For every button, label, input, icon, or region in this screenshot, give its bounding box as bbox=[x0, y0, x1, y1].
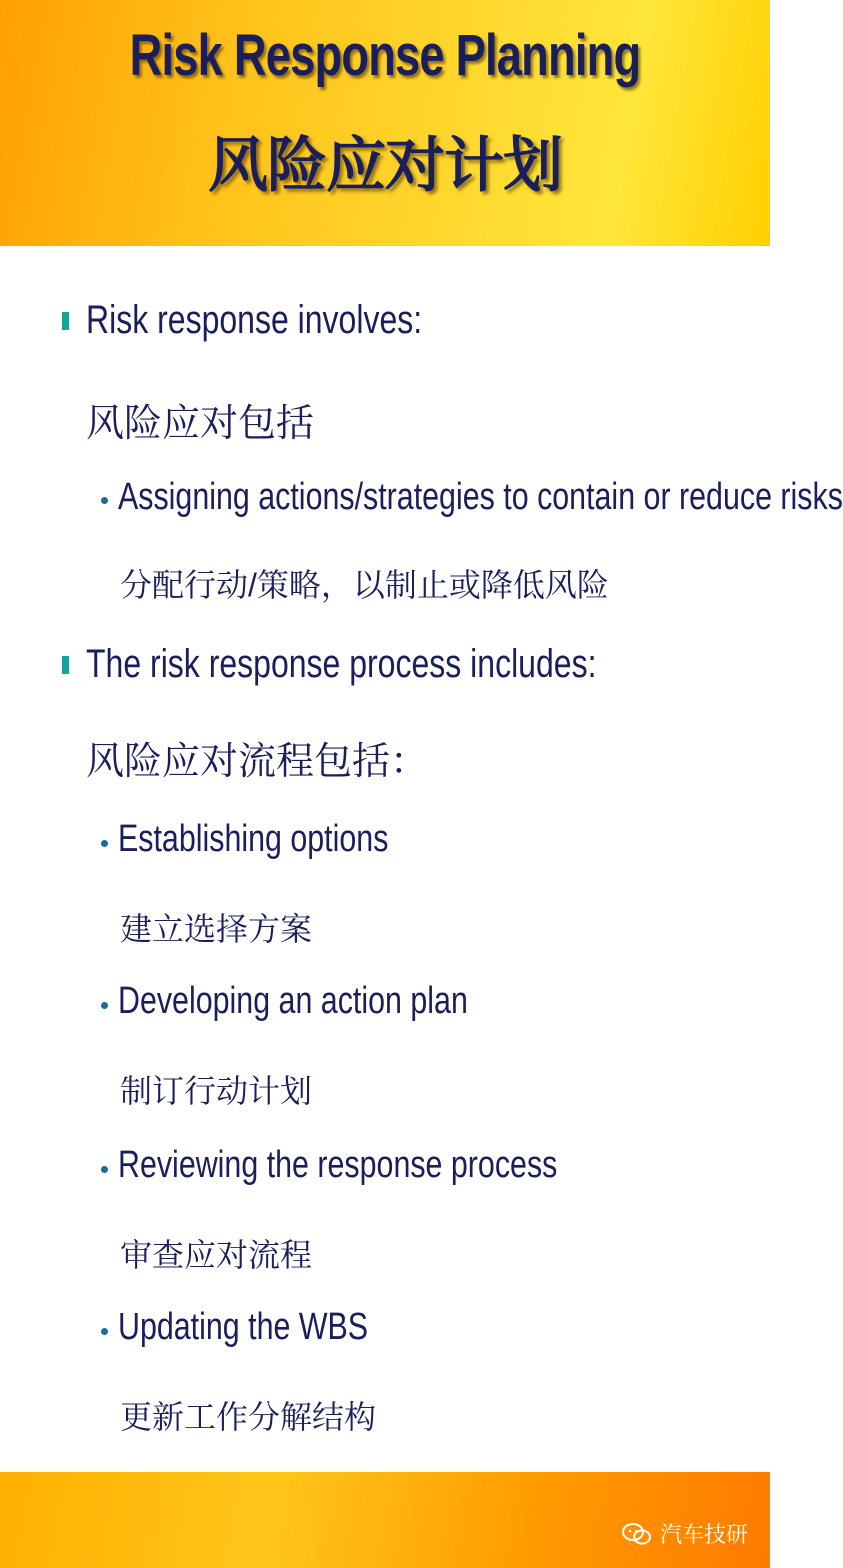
list-item-zh: 分配行动/策略，以制止或降低风险 bbox=[120, 567, 609, 603]
watermark bbox=[622, 1518, 748, 1549]
section-heading-en: Risk response involves: bbox=[86, 298, 423, 342]
square-bullet-icon bbox=[62, 312, 69, 330]
list-item-en: Reviewing the response process bbox=[118, 1144, 558, 1186]
slide-content bbox=[0, 246, 843, 1472]
list-item-zh: 制订行动计划 bbox=[120, 1073, 313, 1109]
list-item-en: Assigning actions/strategies to contain or reduce risks bbox=[118, 476, 843, 518]
list-item-zh: 建立选择方案 bbox=[120, 911, 313, 947]
list-item-en: Updating the WBS bbox=[118, 1306, 369, 1348]
dot-bullet-icon bbox=[101, 840, 108, 847]
list-item-en: Developing an action plan bbox=[118, 980, 468, 1022]
slide-title-en: Risk Response Planning bbox=[129, 23, 641, 88]
list-item-en: Establishing options bbox=[118, 818, 389, 860]
dot-bullet-icon bbox=[101, 1166, 108, 1173]
title-banner bbox=[0, 0, 770, 246]
list-item-zh: 审查应对流程 bbox=[120, 1237, 313, 1273]
watermark-text: 汽车技研 bbox=[659, 1522, 748, 1547]
slide-title-zh: 风险应对计划 bbox=[208, 132, 562, 199]
wechat-icon bbox=[622, 1523, 652, 1545]
square-bullet-icon bbox=[62, 656, 69, 674]
dot-bullet-icon bbox=[101, 1002, 108, 1009]
section-heading-zh: 风险应对包括 bbox=[86, 403, 315, 445]
dot-bullet-icon bbox=[101, 1328, 108, 1335]
section-heading-zh: 风险应对流程包括： bbox=[86, 741, 429, 783]
section-heading-en: The risk response process includes: bbox=[86, 642, 597, 686]
list-item-zh: 更新工作分解结构 bbox=[120, 1399, 377, 1435]
dot-bullet-icon bbox=[101, 497, 108, 504]
